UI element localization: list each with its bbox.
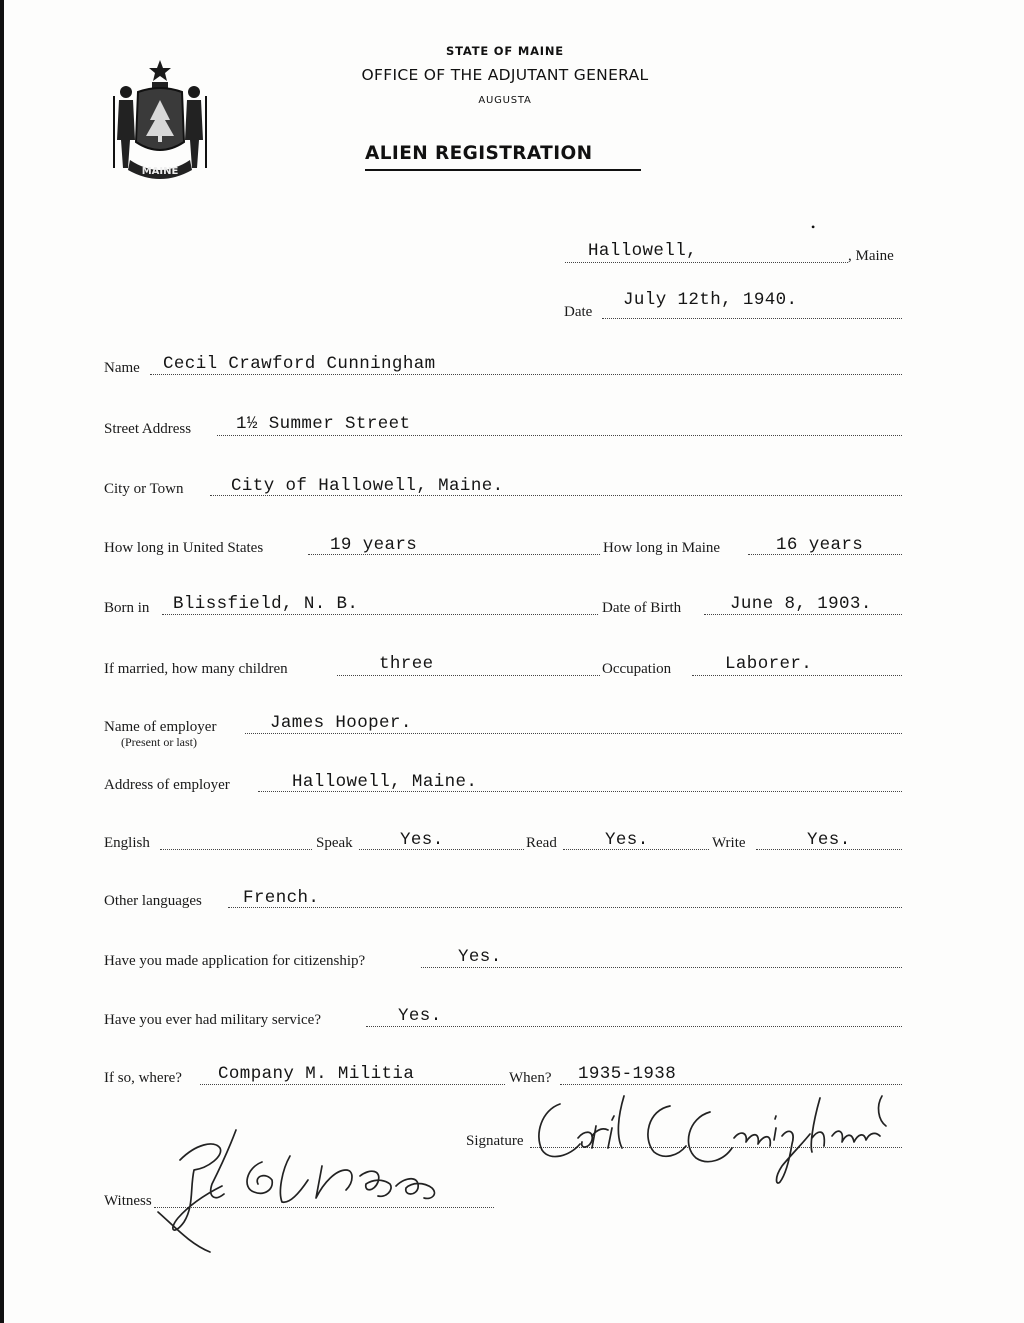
read-value: Yes. — [605, 830, 649, 850]
how-long-maine-value: 16 years — [776, 535, 864, 555]
employer-name-line — [245, 733, 902, 734]
when-value: 1935-1938 — [578, 1064, 677, 1084]
children-line — [337, 675, 600, 676]
read-label: Read — [526, 835, 557, 851]
employer-note: (Present or last) — [121, 735, 197, 749]
employer-name-value: James Hooper. — [270, 713, 412, 733]
name-label: Name — [104, 360, 140, 376]
occupation-value: Laborer. — [725, 654, 813, 674]
date-value: July 12th, 1940. — [623, 290, 798, 310]
born-in-label: Born in — [104, 600, 150, 616]
speak-label: Speak — [316, 835, 353, 851]
seal-banner-text: MAINE — [141, 166, 179, 177]
street-address-label: Street Address — [104, 421, 192, 437]
name-value: Cecil Crawford Cunningham — [163, 354, 436, 374]
children-value: three — [379, 654, 434, 674]
maine-label: , Maine — [848, 248, 894, 264]
city-label: City or Town — [104, 481, 184, 497]
how-long-us-label: How long in United States — [104, 540, 264, 556]
citizenship-label: Have you made application for citizenship? — [104, 953, 366, 969]
when-line — [560, 1084, 902, 1085]
occupation-label: Occupation — [602, 661, 672, 677]
where-value: Company M. Militia — [218, 1064, 415, 1084]
citizenship-line — [421, 967, 902, 968]
date-of-birth-label: Date of Birth — [602, 600, 682, 616]
how-long-us-value: 19 years — [330, 535, 418, 555]
occupation-line — [692, 675, 902, 676]
place-value: Hallowell, — [588, 241, 698, 261]
date-of-birth-value: June 8, 1903. — [730, 594, 872, 614]
form-title: ALIEN REGISTRATION — [365, 143, 593, 164]
when-label: When? — [509, 1070, 552, 1086]
header-city: AUGUSTA — [478, 95, 532, 106]
other-languages-line — [228, 907, 902, 908]
born-in-line — [162, 614, 598, 615]
english-label: English — [104, 835, 150, 851]
other-languages-label: Other languages — [104, 893, 202, 909]
signature-label: Signature — [466, 1133, 524, 1149]
witness-label: Witness — [104, 1193, 152, 1209]
maine-state-seal — [108, 56, 212, 182]
citizenship-value: Yes. — [458, 947, 502, 967]
city-value: City of Hallowell, Maine. — [231, 476, 504, 496]
employer-name-label: Name of employer — [104, 719, 217, 735]
date-label: Date — [564, 304, 593, 320]
name-line — [150, 374, 902, 375]
children-label: If married, how many children — [104, 661, 288, 677]
where-label: If so, where? — [104, 1070, 182, 1086]
military-value: Yes. — [398, 1006, 442, 1026]
header-state: STATE OF MAINE — [446, 44, 564, 58]
ink-speck: • — [811, 220, 816, 234]
where-line — [200, 1084, 505, 1085]
witness-signature — [150, 1126, 470, 1261]
place-line — [565, 262, 848, 263]
employer-address-value: Hallowell, Maine. — [292, 772, 478, 792]
street-address-line — [217, 435, 902, 436]
date-of-birth-line — [704, 614, 902, 615]
title-underline — [365, 169, 641, 171]
english-line — [160, 849, 312, 850]
speak-value: Yes. — [400, 830, 444, 850]
employer-address-label: Address of employer — [104, 777, 230, 793]
write-label: Write — [712, 835, 746, 851]
applicant-signature — [520, 1086, 940, 1186]
born-in-value: Blissfield, N. B. — [173, 594, 359, 614]
scan-edge — [0, 0, 4, 1323]
write-value: Yes. — [807, 830, 851, 850]
header-office: OFFICE OF THE ADJUTANT GENERAL — [361, 66, 649, 84]
military-label: Have you ever had military service? — [104, 1012, 321, 1028]
how-long-maine-label: How long in Maine — [603, 540, 721, 556]
date-line — [602, 318, 902, 319]
military-line — [366, 1026, 902, 1027]
street-address-value: 1½ Summer Street — [236, 414, 411, 434]
other-languages-value: French. — [243, 888, 320, 908]
